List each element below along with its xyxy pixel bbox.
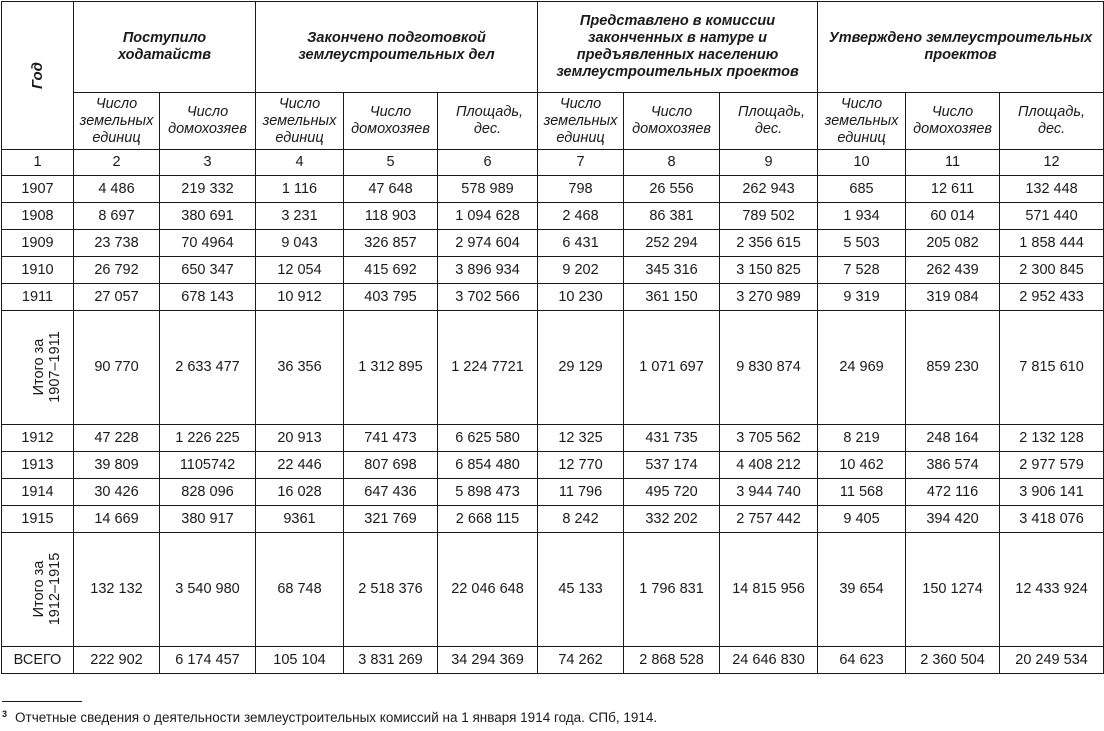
column-number-row xyxy=(2,150,1104,176)
table-cell: 118 903 xyxy=(344,203,438,230)
table-cell: 20 249 534 xyxy=(1000,647,1104,674)
table-cell: 36 356 xyxy=(256,311,344,425)
column-number: 12 xyxy=(1000,150,1104,176)
table-cell: 3 702 566 xyxy=(438,284,538,311)
table-cell: 386 574 xyxy=(906,452,1000,479)
table-cell: 11 796 xyxy=(538,479,624,506)
subheader-cell: Площадь, дес. xyxy=(1000,93,1104,150)
table-cell: 9361 xyxy=(256,506,344,533)
table-row xyxy=(2,176,1104,203)
footnote-divider xyxy=(2,701,82,702)
table-cell: 132 132 xyxy=(74,533,160,647)
table-cell: 798 xyxy=(538,176,624,203)
row-label xyxy=(2,311,74,425)
table-cell: 9 405 xyxy=(818,506,906,533)
table-cell: 3 270 989 xyxy=(720,284,818,311)
column-number: 6 xyxy=(438,150,538,176)
table-cell: 2 974 604 xyxy=(438,230,538,257)
table-cell: 12 770 xyxy=(538,452,624,479)
table-cell: 1 934 xyxy=(818,203,906,230)
table-cell: 3 540 980 xyxy=(160,533,256,647)
table-cell: 39 654 xyxy=(818,533,906,647)
subheader-cell: Число домохозяев xyxy=(344,93,438,150)
table-cell: 7 528 xyxy=(818,257,906,284)
column-number: 3 xyxy=(160,150,256,176)
year-header xyxy=(2,2,74,150)
table-cell: 86 381 xyxy=(624,203,720,230)
table-cell: 678 143 xyxy=(160,284,256,311)
table-cell: 3 831 269 xyxy=(344,647,438,674)
row-label-text: Итого за 1907–1911 xyxy=(31,331,63,403)
table-cell: 1 226 225 xyxy=(160,425,256,452)
table-cell: 380 917 xyxy=(160,506,256,533)
table-cell: 24 646 830 xyxy=(720,647,818,674)
table-cell: 685 xyxy=(818,176,906,203)
table-row xyxy=(2,203,1104,230)
table-cell: 6 431 xyxy=(538,230,624,257)
table-cell: 495 720 xyxy=(624,479,720,506)
footnote-mark: 3 xyxy=(2,709,8,719)
table-cell: 1 796 831 xyxy=(624,533,720,647)
group-header-approved: Утверждено землеустроительных проектов xyxy=(818,2,1104,93)
table-row xyxy=(2,425,1104,452)
table-cell: 30 426 xyxy=(74,479,160,506)
subheader-cell: Число земельных единиц xyxy=(74,93,160,150)
table-row xyxy=(2,479,1104,506)
table-cell: 10 912 xyxy=(256,284,344,311)
table-cell: 10 462 xyxy=(818,452,906,479)
subheader-cell: Число земельных единиц xyxy=(256,93,344,150)
table-cell: 2 356 615 xyxy=(720,230,818,257)
table-cell: 361 150 xyxy=(624,284,720,311)
table-cell: 47 228 xyxy=(74,425,160,452)
table-cell: 12 325 xyxy=(538,425,624,452)
table-cell: 2 518 376 xyxy=(344,533,438,647)
table-cell: 39 809 xyxy=(74,452,160,479)
table-cell: 647 436 xyxy=(344,479,438,506)
table-cell: 12 054 xyxy=(256,257,344,284)
row-label: 1914 xyxy=(2,479,74,506)
column-number: 8 xyxy=(624,150,720,176)
column-number: 4 xyxy=(256,150,344,176)
table-cell: 219 332 xyxy=(160,176,256,203)
table-cell: 105 104 xyxy=(256,647,344,674)
table-cell: 8 242 xyxy=(538,506,624,533)
table-cell: 26 556 xyxy=(624,176,720,203)
table-cell: 2 468 xyxy=(538,203,624,230)
row-label: 1912 xyxy=(2,425,74,452)
table-cell: 431 735 xyxy=(624,425,720,452)
table-cell: 9 202 xyxy=(538,257,624,284)
table-cell: 345 316 xyxy=(624,257,720,284)
table-row xyxy=(2,452,1104,479)
table-cell: 12 433 924 xyxy=(1000,533,1104,647)
table-cell: 132 448 xyxy=(1000,176,1104,203)
row-label: 1911 xyxy=(2,284,74,311)
row-label: 1909 xyxy=(2,230,74,257)
column-number: 1 xyxy=(2,150,74,176)
row-label: 1913 xyxy=(2,452,74,479)
table-cell: 262 943 xyxy=(720,176,818,203)
row-label: 1907 xyxy=(2,176,74,203)
table-row xyxy=(2,506,1104,533)
table-cell: 24 969 xyxy=(818,311,906,425)
table-row xyxy=(2,284,1104,311)
table-cell: 403 795 xyxy=(344,284,438,311)
table-cell: 789 502 xyxy=(720,203,818,230)
table-cell: 10 230 xyxy=(538,284,624,311)
table-cell: 8 697 xyxy=(74,203,160,230)
column-number: 11 xyxy=(906,150,1000,176)
table-cell: 22 046 648 xyxy=(438,533,538,647)
table-cell: 74 262 xyxy=(538,647,624,674)
column-number: 7 xyxy=(538,150,624,176)
table-cell: 2 300 845 xyxy=(1000,257,1104,284)
table-cell: 537 174 xyxy=(624,452,720,479)
table-cell: 1 224 7721 xyxy=(438,311,538,425)
table-cell: 8 219 xyxy=(818,425,906,452)
table-cell: 1 094 628 xyxy=(438,203,538,230)
header-row-groups xyxy=(2,2,1104,93)
subheader-cell: Площадь, дес. xyxy=(438,93,538,150)
table-cell: 2 132 128 xyxy=(1000,425,1104,452)
subheader-cell: Число земельных единиц xyxy=(538,93,624,150)
table-cell: 68 748 xyxy=(256,533,344,647)
header-row-subcolumns xyxy=(2,93,1104,150)
table-cell: 3 944 740 xyxy=(720,479,818,506)
table-cell: 4 408 212 xyxy=(720,452,818,479)
table-cell: 380 691 xyxy=(160,203,256,230)
table-cell: 472 116 xyxy=(906,479,1000,506)
table-cell: 5 898 473 xyxy=(438,479,538,506)
table-cell: 807 698 xyxy=(344,452,438,479)
table-cell: 9 319 xyxy=(818,284,906,311)
table-cell: 3 906 141 xyxy=(1000,479,1104,506)
table-cell: 34 294 369 xyxy=(438,647,538,674)
table-cell: 3 705 562 xyxy=(720,425,818,452)
table-cell: 9 043 xyxy=(256,230,344,257)
table-cell: 14 815 956 xyxy=(720,533,818,647)
table-cell: 26 792 xyxy=(74,257,160,284)
table-cell: 650 347 xyxy=(160,257,256,284)
table-cell: 20 913 xyxy=(256,425,344,452)
table-cell: 2 633 477 xyxy=(160,311,256,425)
table-cell: 571 440 xyxy=(1000,203,1104,230)
table-cell: 7 815 610 xyxy=(1000,311,1104,425)
table-cell: 1 858 444 xyxy=(1000,230,1104,257)
table-cell: 222 902 xyxy=(74,647,160,674)
table-cell: 2 868 528 xyxy=(624,647,720,674)
table-cell: 3 896 934 xyxy=(438,257,538,284)
table-cell: 859 230 xyxy=(906,311,1000,425)
table-cell: 332 202 xyxy=(624,506,720,533)
table-cell: 16 028 xyxy=(256,479,344,506)
table-cell: 11 568 xyxy=(818,479,906,506)
row-label: 1915 xyxy=(2,506,74,533)
column-number: 10 xyxy=(818,150,906,176)
table-body xyxy=(2,176,1104,674)
column-number: 2 xyxy=(74,150,160,176)
subtotal-row xyxy=(2,311,1104,425)
subtotal-row xyxy=(2,533,1104,647)
table-cell: 3 150 825 xyxy=(720,257,818,284)
table-cell: 47 648 xyxy=(344,176,438,203)
subheader-cell: Число домохозяев xyxy=(160,93,256,150)
table-cell: 6 625 580 xyxy=(438,425,538,452)
statistics-table xyxy=(1,1,1104,674)
column-number: 9 xyxy=(720,150,818,176)
table-cell: 90 770 xyxy=(74,311,160,425)
table-cell: 3 231 xyxy=(256,203,344,230)
table-cell: 394 420 xyxy=(906,506,1000,533)
year-header-label: Год xyxy=(29,61,46,89)
row-label: 1908 xyxy=(2,203,74,230)
table-cell: 2 757 442 xyxy=(720,506,818,533)
table-cell: 326 857 xyxy=(344,230,438,257)
table-cell: 2 952 433 xyxy=(1000,284,1104,311)
subheader-cell: Площадь, дес. xyxy=(720,93,818,150)
grand-total-row xyxy=(2,647,1104,674)
table-cell: 2 977 579 xyxy=(1000,452,1104,479)
table-cell: 22 446 xyxy=(256,452,344,479)
table-cell: 150 1274 xyxy=(906,533,1000,647)
subheader-cell: Число домохозяев xyxy=(906,93,1000,150)
subheader-cell: Число земельных единиц xyxy=(818,93,906,150)
table-cell: 23 738 xyxy=(74,230,160,257)
table-cell: 2 668 115 xyxy=(438,506,538,533)
table-cell: 70 4964 xyxy=(160,230,256,257)
table-cell: 6 854 480 xyxy=(438,452,538,479)
column-number: 5 xyxy=(344,150,438,176)
table-cell: 1105742 xyxy=(160,452,256,479)
subheader-cell: Число домохозяев xyxy=(624,93,720,150)
table-cell: 252 294 xyxy=(624,230,720,257)
table-cell: 64 623 xyxy=(818,647,906,674)
table-cell: 741 473 xyxy=(344,425,438,452)
footnote xyxy=(2,710,657,725)
table-cell: 205 082 xyxy=(906,230,1000,257)
table-cell: 1 071 697 xyxy=(624,311,720,425)
table-cell: 6 174 457 xyxy=(160,647,256,674)
table-cell: 415 692 xyxy=(344,257,438,284)
table-cell: 1 116 xyxy=(256,176,344,203)
table-cell: 29 129 xyxy=(538,311,624,425)
table-cell: 4 486 xyxy=(74,176,160,203)
table-cell: 5 503 xyxy=(818,230,906,257)
table-cell: 321 769 xyxy=(344,506,438,533)
table-cell: 2 360 504 xyxy=(906,647,1000,674)
group-header-prepared: Закончено подготовкой землеустроительных дел xyxy=(256,2,538,93)
table-row xyxy=(2,230,1104,257)
row-label: 1910 xyxy=(2,257,74,284)
table-cell: 12 611 xyxy=(906,176,1000,203)
table-cell: 319 084 xyxy=(906,284,1000,311)
table-cell: 3 418 076 xyxy=(1000,506,1104,533)
footnote-text: Отчетные сведения о деятельности землеустроительных комиссий на 1 января 1914 года. СПб, 1914. xyxy=(15,710,658,725)
table-cell: 14 669 xyxy=(74,506,160,533)
table-cell: 828 096 xyxy=(160,479,256,506)
group-header-presented: Представлено в комиссии законченных в натуре и предъявленных населению землеустроительных проектов xyxy=(538,2,818,93)
group-header-received: Поступило ходатайств xyxy=(74,2,256,93)
table-cell: 60 014 xyxy=(906,203,1000,230)
table-cell: 27 057 xyxy=(74,284,160,311)
table-cell: 262 439 xyxy=(906,257,1000,284)
table-cell: 578 989 xyxy=(438,176,538,203)
table-cell: 1 312 895 xyxy=(344,311,438,425)
table-cell: 45 133 xyxy=(538,533,624,647)
table-cell: 9 830 874 xyxy=(720,311,818,425)
row-label: ВСЕГО xyxy=(2,647,74,674)
row-label-text: Итого за 1912–1915 xyxy=(31,552,63,626)
table-cell: 248 164 xyxy=(906,425,1000,452)
table-row xyxy=(2,257,1104,284)
row-label xyxy=(2,533,74,647)
